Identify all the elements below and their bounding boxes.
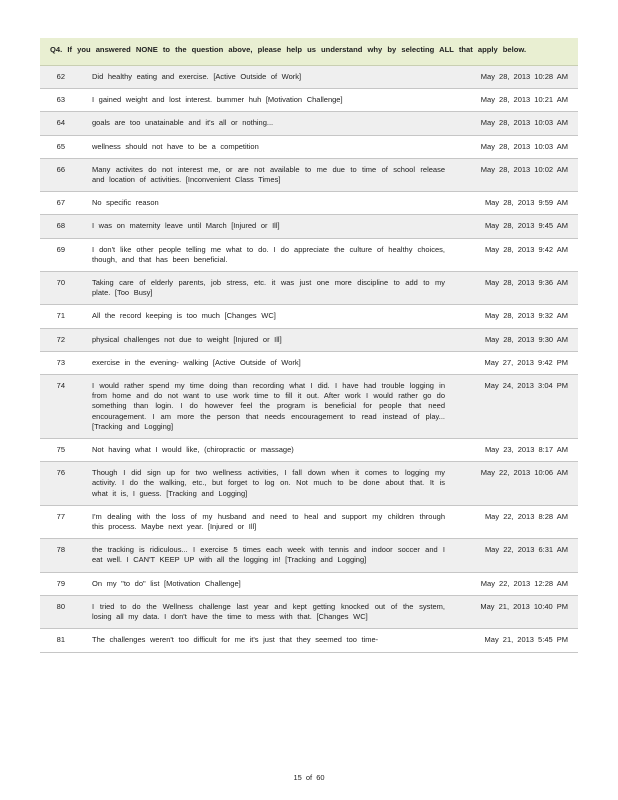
- response-text: Did healthy eating and exercise. [Active Outside of Work]: [92, 72, 302, 81]
- response-text: Many activites do not interest me, or are not available to me due to time of school release and location of activities. [Inconvenient Class Times]: [92, 164, 445, 185]
- response-number: 78: [56, 545, 65, 555]
- response-number: 73: [56, 357, 65, 367]
- response-date: May 22, 2013 6:31 AM: [484, 545, 568, 555]
- response-row: [40, 573, 578, 596]
- response-text: Though I did sign up for two wellness activities, I fall down when it comes to logging my activity. I do the walking, etc., but forget to log on. Not much to be done about that. It is what it is, I guess. [Tracking and Logging]: [92, 468, 445, 498]
- response-text: exercise in the evening- walking [Active Outside of Work]: [92, 357, 301, 367]
- response-text: I don't like other people telling me what to do. I do appreciate the culture of healthy choices, though, and that has been beneficial.: [92, 244, 445, 264]
- response-date: May 24, 2013 3:04 PM: [484, 381, 568, 391]
- response-row: [40, 89, 578, 112]
- response-row: [40, 66, 578, 89]
- response-date: May 28, 2013 9:42 AM: [484, 244, 568, 254]
- response-text: physical challenges not due to weight [Injured or Ill]: [92, 334, 282, 344]
- response-number: 79: [56, 578, 65, 588]
- response-date: May 28, 2013 10:03 AM: [480, 141, 568, 151]
- response-date: May 28, 2013 10:21 AM: [480, 95, 568, 105]
- response-row: [40, 462, 578, 506]
- survey-table: [40, 38, 578, 653]
- response-text: the tracking is ridiculous... I exercise 5 times each week with tennis and indoor soccer and I eat well. I CAN'T KEEP UP with all the logging in! [Tracking and Logging]: [92, 545, 445, 565]
- response-row: [40, 352, 578, 375]
- response-number: 74: [56, 381, 65, 391]
- response-number: 64: [56, 118, 65, 128]
- response-number: 65: [56, 141, 65, 151]
- response-row: [40, 439, 578, 462]
- response-date: May 28, 2013 9:32 AM: [484, 311, 568, 321]
- response-text: On my "to do" list [Motivation Challenge]: [92, 578, 241, 588]
- question-header: Q4. If you answered NONE to the question above, please help us understand why by selecting ALL that apply below.: [40, 38, 578, 66]
- response-date: May 27, 2013 9:42 PM: [484, 357, 568, 367]
- response-number: 67: [56, 198, 65, 208]
- response-number: 72: [56, 334, 65, 344]
- response-text: No specific reason: [92, 198, 159, 208]
- response-text: I tried to do the Wellness challenge last year and kept getting knocked out of the system, losing all my data. I don't have the time to mess with that. [Changes WC]: [92, 601, 445, 622]
- response-date: May 21, 2013 10:40 PM: [480, 601, 568, 611]
- response-row: [40, 629, 578, 652]
- response-text: I was on maternity leave until March [Injured or Ill]: [92, 221, 280, 231]
- response-date: May 28, 2013 10:28 AM: [480, 72, 568, 81]
- response-date: May 28, 2013 10:03 AM: [480, 118, 568, 128]
- response-date: May 28, 2013 9:30 AM: [484, 334, 568, 344]
- response-row: [40, 239, 578, 272]
- response-text: The challenges weren't too difficult for me it's just that they seemed too time-: [92, 635, 379, 645]
- response-number: 71: [56, 311, 65, 321]
- response-date: May 23, 2013 8:17 AM: [484, 445, 568, 455]
- response-text: wellness should not have to be a competition: [92, 141, 259, 151]
- response-number: 68: [56, 221, 65, 231]
- response-date: May 22, 2013 12:28 AM: [480, 578, 568, 588]
- response-row: [40, 506, 578, 539]
- response-date: May 22, 2013 8:28 AM: [484, 511, 568, 521]
- response-row: [40, 375, 578, 439]
- response-text: goals are too unatainable and it's all or nothing...: [92, 118, 274, 128]
- response-date: May 28, 2013 9:36 AM: [484, 278, 568, 288]
- response-row: [40, 329, 578, 352]
- page-number: 15 of 60: [293, 773, 325, 782]
- response-number: 70: [56, 278, 65, 288]
- response-row: [40, 159, 578, 192]
- response-list: [40, 66, 578, 653]
- response-number: 77: [56, 511, 65, 521]
- response-number: 76: [56, 468, 65, 478]
- response-row: [40, 539, 578, 572]
- response-date: May 28, 2013 10:02 AM: [480, 164, 568, 174]
- response-text: Not having what I would like, (chiropractic or massage): [92, 445, 294, 455]
- response-row: [40, 192, 578, 215]
- response-number: 66: [56, 164, 65, 174]
- response-number: 63: [56, 95, 65, 105]
- response-text: I would rather spend my time doing than recording what I did. I have had trouble logging in from home and do not want to use work time to fill it out. After work I would rather go do something than login. I do however feel the program is beneficial for people that need encouragement. I am more the person that needs encouragement to read instead of play... [Tracking and Logging]: [92, 381, 445, 431]
- response-text: I gained weight and lost interest. bummer huh [Motivation Challenge]: [92, 95, 343, 105]
- response-number: 80: [56, 601, 65, 611]
- response-text: All the record keeping is too much [Changes WC]: [92, 311, 276, 321]
- response-row: [40, 215, 578, 238]
- response-number: 62: [56, 72, 65, 81]
- response-date: May 21, 2013 5:45 PM: [484, 635, 568, 645]
- response-text: I'm dealing with the loss of my husband and need to heal and support my children through this process. Maybe next year. [Injured or Ill]: [92, 511, 445, 532]
- response-row: [40, 136, 578, 159]
- response-text: Taking care of elderly parents, job stress, etc. it was just one more discipline to add to my plate. [Too Busy]: [92, 278, 445, 298]
- response-date: May 28, 2013 9:45 AM: [484, 221, 568, 231]
- response-row: [40, 272, 578, 305]
- response-number: 69: [56, 244, 65, 254]
- response-row: [40, 112, 578, 135]
- response-date: May 22, 2013 10:06 AM: [480, 468, 568, 478]
- response-date: May 28, 2013 9:59 AM: [484, 198, 568, 208]
- response-number: 81: [56, 635, 65, 645]
- response-number: 75: [56, 445, 65, 455]
- response-row: [40, 596, 578, 629]
- response-row: [40, 305, 578, 328]
